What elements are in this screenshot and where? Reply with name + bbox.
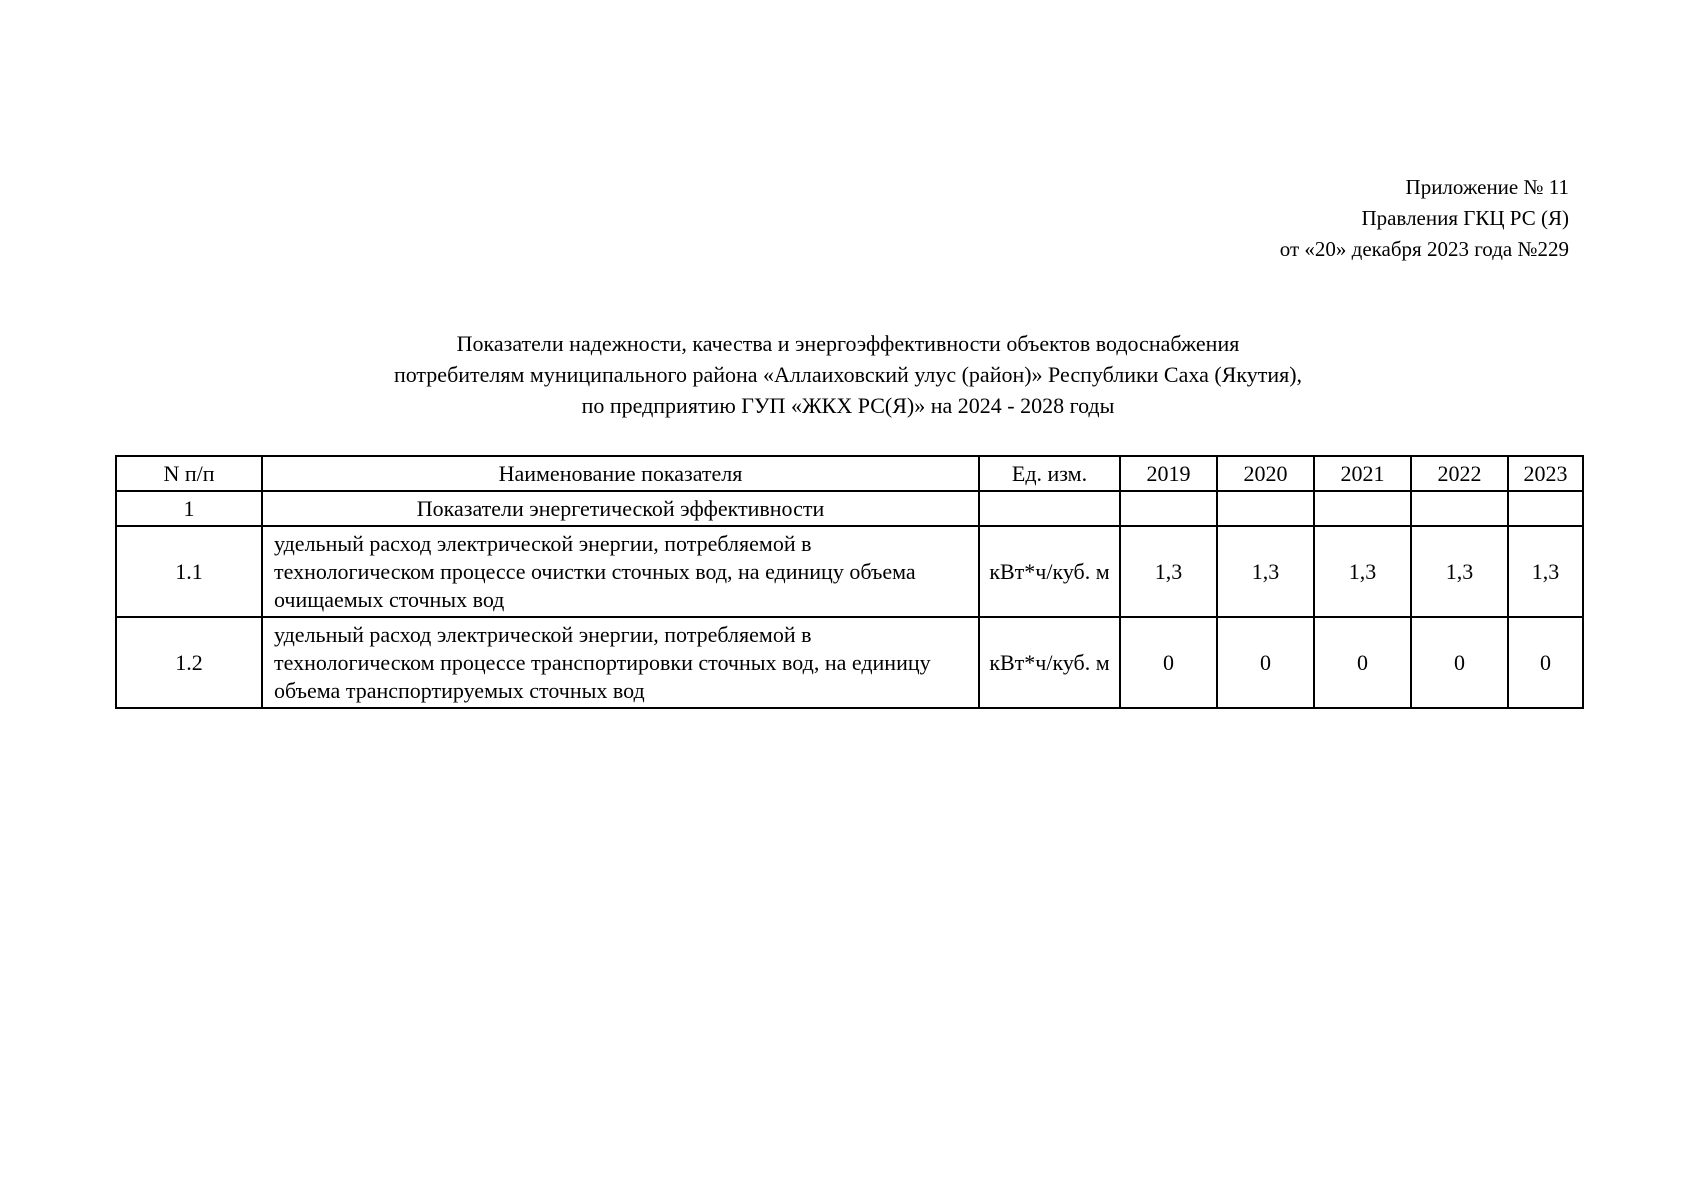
header-year: 2023 [1508, 456, 1583, 491]
row-value: 0 [1411, 617, 1508, 708]
header-name: Наименование показателя [262, 456, 979, 491]
section-num: 1 [116, 491, 262, 526]
row-value: 1,3 [1411, 526, 1508, 617]
document-title [115, 328, 1581, 421]
empty-cell [1411, 491, 1508, 526]
empty-cell [1120, 491, 1217, 526]
section-row [116, 491, 1583, 526]
appendix-board: Правления ГКЦ РС (Я) [1361, 206, 1569, 230]
row-num: 1.2 [116, 617, 262, 708]
row-value: 0 [1120, 617, 1217, 708]
table-row [116, 526, 1583, 617]
title-line-3: по предприятию ГУП «ЖКХ РС(Я)» на 2024 - 2028 годы [581, 393, 1115, 418]
header-year: 2019 [1120, 456, 1217, 491]
row-unit: кВт*ч/куб. м [979, 526, 1120, 617]
row-value: 0 [1508, 617, 1583, 708]
header-year: 2022 [1411, 456, 1508, 491]
row-name: удельный расход электрической энергии, потребляемой в технологическом процессе очистки сточных вод, на единицу объема очищаемых сточных вод [262, 526, 979, 617]
empty-cell [1314, 491, 1411, 526]
row-value: 1,3 [1314, 526, 1411, 617]
header-year: 2021 [1314, 456, 1411, 491]
row-value: 1,3 [1120, 526, 1217, 617]
indicators-table [115, 455, 1584, 709]
header-unit: Ед. изм. [979, 456, 1120, 491]
appendix-date: от «20» декабря 2023 года №229 [1279, 237, 1569, 261]
header-num: N п/п [116, 456, 262, 491]
row-num: 1.1 [116, 526, 262, 617]
empty-cell [979, 491, 1120, 526]
row-name: удельный расход электрической энергии, потребляемой в технологическом процессе транспортировки сточных вод, на единицу объема транспортируемых сточных вод [262, 617, 979, 708]
section-name: Показатели энергетической эффективности [262, 491, 979, 526]
table-row [116, 617, 1583, 708]
empty-cell [1217, 491, 1314, 526]
row-value: 1,3 [1508, 526, 1583, 617]
header-year: 2020 [1217, 456, 1314, 491]
table-header-row [116, 456, 1583, 491]
empty-cell [1508, 491, 1583, 526]
row-value: 0 [1314, 617, 1411, 708]
appendix-header [1280, 172, 1569, 265]
title-line-2: потребителям муниципального района «Аллаиховский улус (район)» Республики Саха (Якутия), [393, 362, 1303, 387]
row-unit: кВт*ч/куб. м [979, 617, 1120, 708]
row-value: 1,3 [1217, 526, 1314, 617]
row-value: 0 [1217, 617, 1314, 708]
title-line-1: Показатели надежности, качества и энергоэффективности объектов водоснабжения [456, 331, 1240, 356]
appendix-number: Приложение № 11 [1405, 175, 1569, 199]
